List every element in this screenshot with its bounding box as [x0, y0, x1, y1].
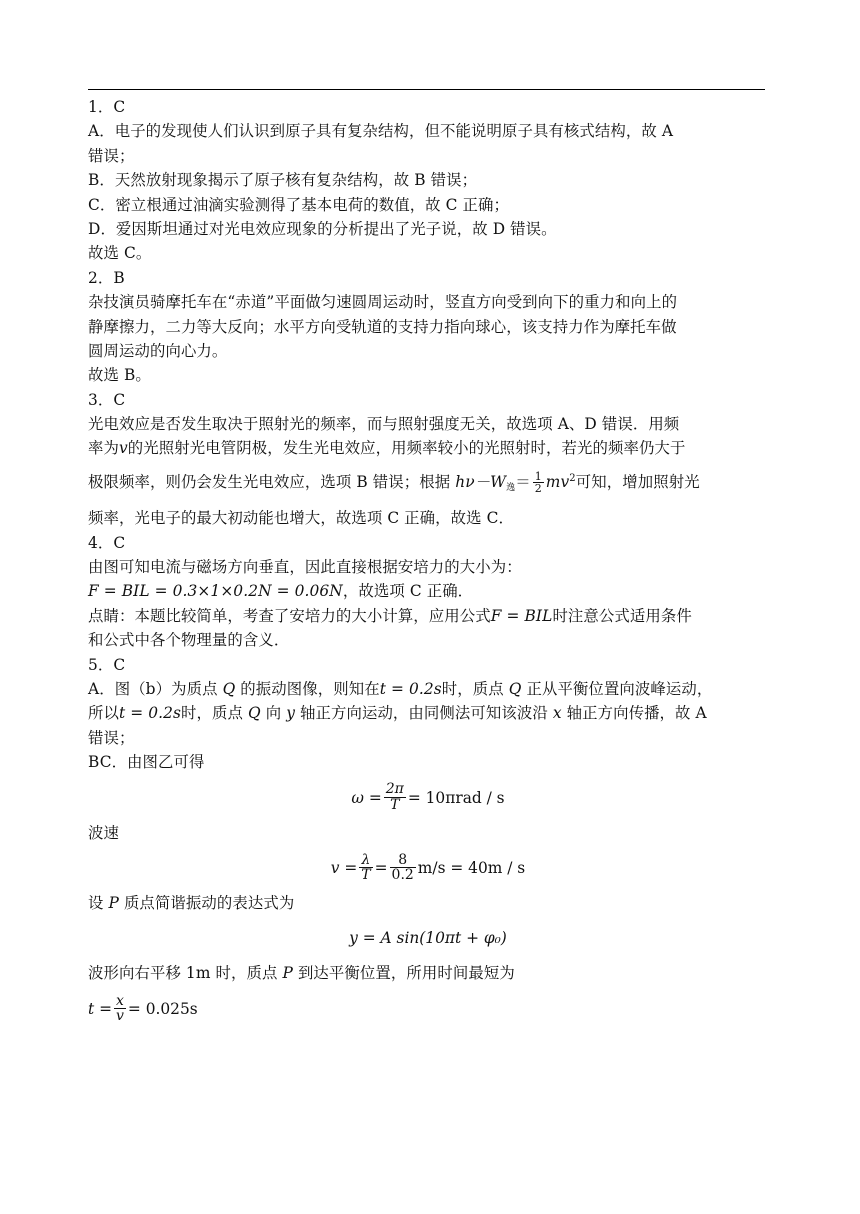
q3-l3-text-a: 极限频率，则仍会发生光电效应，选项 B 错误；根据 — [88, 472, 456, 491]
q2-heading: 2．B — [88, 268, 125, 287]
q5-l1-a: A．图（b）为质点 — [88, 680, 223, 698]
q4-line-2 — [88, 579, 768, 603]
header-rule — [88, 89, 765, 90]
velocity-num-1: λ — [359, 853, 372, 869]
q4-l3-text-a: 点睛：本题比较简单，考查了安培力的大小计算，应用公式 — [88, 606, 491, 625]
velocity-num-2: 8 — [390, 853, 416, 869]
time-num: x — [114, 994, 126, 1010]
q5-line-7 — [88, 961, 768, 985]
q5-l2-t: t = 0.2s — [118, 704, 182, 723]
q4-force-equation: F = BIL = 0.3×1×0.2N = 0.06N — [88, 582, 343, 601]
q3-l3-text-d: 可知，增加照射光 — [575, 472, 700, 491]
q5-l6-p: P — [108, 893, 119, 912]
q3-line-1: 光电效应是否发生取决于照射光的频率，而与照射强度无关，故选项 A、D 错误．用频 — [88, 415, 680, 434]
q4-l3-text-b: 时注意公式适用条件 — [552, 606, 692, 625]
nu-symbol: v — [118, 439, 128, 458]
q3-l2-text-a: 率为 — [88, 439, 119, 458]
q2-line-3: 圆周运动的向心力。 — [88, 341, 228, 360]
q3-half-fraction — [533, 471, 544, 495]
q1-option-a-cont: 错误； — [88, 146, 135, 165]
omega-num: 2π — [385, 781, 404, 798]
q5-line-4: BC．由图乙可得 — [88, 753, 205, 772]
velocity-fraction-2 — [390, 853, 416, 883]
q1-option-b: B．天然放射现象揭示了原子核有复杂结构，故 B 错误； — [88, 171, 478, 190]
q5-wave-speed-label: 波速 — [88, 823, 119, 842]
q5-l1-c: 时，质点 — [441, 680, 509, 698]
q3-equals: ＝ — [515, 472, 531, 491]
q5-l1-b: 的振动图像，则知在 — [235, 680, 380, 698]
omega-den: T — [390, 797, 400, 814]
time-equation — [88, 986, 768, 1032]
omega-rhs: = 10πrad / s — [407, 788, 505, 807]
q5-l7-a: 波形向右平移 1m 时，质点 — [88, 964, 283, 983]
q5-l2-c: 向 — [260, 704, 287, 723]
q5-l7-p: P — [282, 964, 293, 983]
harmonic-expr: y = A sin(10πt + φ₀) — [349, 929, 507, 948]
time-rhs: = 0.025s — [127, 999, 198, 1018]
q2-line-2: 静摩擦力，二力等大反向；水平方向受轨道的支持力指向球心，该支持力作为摩托车做 — [88, 317, 677, 336]
q3-heading: 3．C — [88, 390, 126, 409]
q5-line-1 — [88, 677, 768, 701]
time-lhs: t = — [88, 999, 112, 1018]
q4-line-3 — [88, 604, 768, 628]
q1-conclusion: 故选 C。 — [88, 244, 152, 263]
q5-l2-b: 时，质点 — [181, 704, 248, 723]
q4-line-4: 和公式中各个物理量的含义． — [88, 631, 290, 650]
q5-l2-a: 所以 — [88, 704, 119, 723]
answer-document — [88, 95, 768, 1032]
q5-l6-b: 质点简谐振动的表达式为 — [118, 893, 295, 912]
q1-option-c: C．密立根通过油滴实验测得了基本电荷的数值，故 C 正确； — [88, 195, 510, 214]
q3-line-3 — [88, 461, 768, 506]
q2-line-1: 杂技演员骑摩托车在“赤道”平面做匀速圆周运动时，竖直方向受到向下的重力和向上的 — [88, 293, 678, 312]
q4-heading: 4．C — [88, 533, 126, 552]
q5-l7-b: 到达平衡位置，所用时间最短为 — [292, 964, 515, 983]
omega-equation — [88, 775, 768, 821]
velocity-rhs: m/s = 40m / s — [417, 858, 526, 877]
q5-line-2 — [88, 701, 768, 725]
velocity-equals: = — [374, 858, 388, 877]
q1-option-d: D．爱因斯坦通过对光电效应现象的分析提出了光子说，故 D 错误。 — [88, 219, 557, 238]
q5-l6-a: 设 — [88, 893, 109, 912]
q5-l2-q: Q — [248, 704, 261, 723]
velocity-lhs: v = — [330, 858, 358, 877]
q5-l1-q: Q — [222, 680, 236, 698]
q4-l2-text: ，故选项 C 正确． — [342, 582, 474, 601]
q3-l2-text-b: 的光照射光电管阴极，发生光电效应，用频率较小的光照射时，若光的频率仍大于 — [127, 439, 686, 458]
q5-l1-d: 正从平衡位置向波峰运动， — [521, 680, 713, 698]
omega-lhs: ω = — [351, 788, 382, 807]
q5-heading: 5．C — [88, 655, 126, 674]
velocity-den-1: T — [361, 867, 371, 884]
q3-mv: mv — [545, 472, 570, 491]
q5-l2-y: y — [286, 704, 295, 723]
time-fraction — [114, 994, 126, 1024]
q3-sup-2: 2 — [569, 472, 576, 484]
q2-conclusion: 故选 B。 — [88, 366, 151, 385]
q3-line-2 — [88, 436, 768, 460]
q3-line-4: 频率，光电子的最大初动能也增大，故选项 C 正确，故选 C． — [88, 509, 514, 528]
velocity-equation — [88, 845, 768, 891]
time-den: v — [115, 1008, 124, 1025]
q4-line-1: 由图可知电流与磁场方向垂直，因此直接根据安培力的大小为： — [88, 558, 522, 577]
q5-l1-q2: Q — [508, 680, 522, 698]
q5-l1-t: t = 0.2s — [379, 680, 442, 698]
q4-formula: F = BIL — [490, 606, 553, 625]
q5-l2-e: 轴正方向传播，故 A — [561, 704, 707, 723]
q5-line-3: 错误； — [88, 728, 135, 747]
q1-heading: 1．C — [88, 98, 126, 116]
velocity-den-2: 0.2 — [391, 867, 414, 884]
omega-fraction — [384, 782, 406, 812]
q3-frac-den: 2 — [534, 482, 542, 496]
q1-option-a: A．电子的发现使人们认识到原子具有复杂结构，但不能说明原子具有核式结构，故 A — [88, 122, 674, 141]
q3-work-function-expr: hν－W — [455, 472, 507, 491]
q3-frac-num: 1 — [534, 469, 542, 483]
q5-line-6 — [88, 891, 768, 915]
velocity-fraction-1 — [359, 853, 372, 883]
q3-work-function-sub: 逸 — [506, 482, 516, 493]
harmonic-equation — [88, 915, 768, 961]
q5-l2-d: 轴正方向运动，由同侧法可知该波沿 — [295, 704, 553, 723]
q5-l2-x: x — [552, 704, 562, 723]
